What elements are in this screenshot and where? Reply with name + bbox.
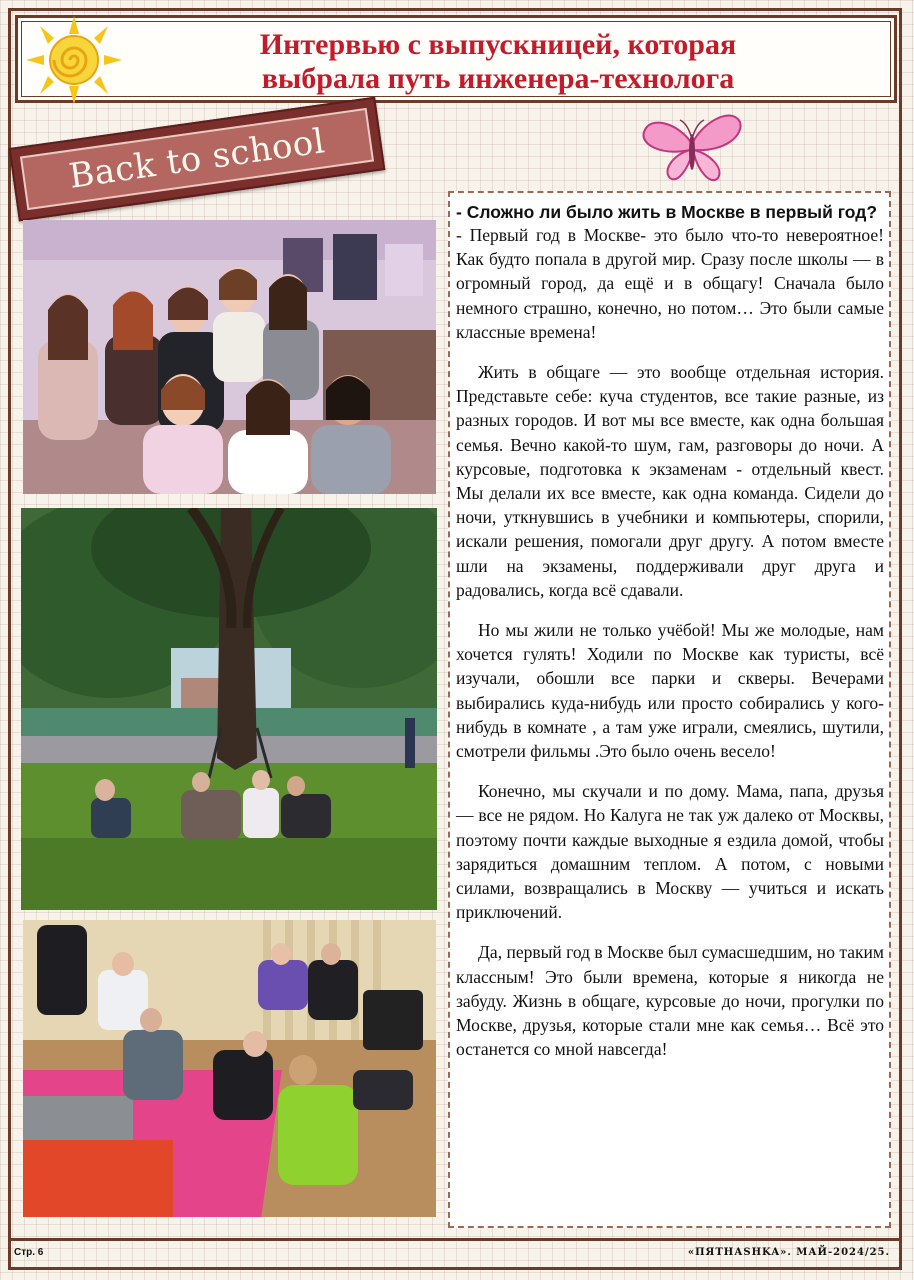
butterfly-icon [640,104,744,190]
answer-paragraph-1: - Первый год в Москве- это было что-то невероятное! Как будто попала в другой мир. Сразу после школы — в огромный город, да ещё и в общагу! Сначала было немного страшно, конечно, но потом… Это были самые классные времена! [456,225,884,342]
title-line-2: выбрала путь инженера-технолога [261,62,735,95]
page-number: Стр. 6 [14,1247,44,1258]
issue-label: «ПЯТНАSHKA». МАЙ-2024/25. [687,1247,890,1258]
title-line-1: Интервью с выпускницей, которая [259,28,737,61]
answer-paragraph-3: Но мы жили не только учёбой! Мы же молодые, нам хочется гулять! Ходили по Москве как туристы, всё изучали, обошли все парки и скверы. Вечерами выбирались куда-нибудь или просто собирались у кого-нибудь в комнате , а там уже играли, смеялись, шутили, смотрели фильмы .Это было очень весело! [456,620,884,762]
interview-question: - Сложно ли было жить в Москве в первый год? [456,202,878,222]
title-box [15,15,897,103]
sun-icon [24,14,124,106]
photo-indoor-games [23,920,436,1217]
photo-park [21,508,437,910]
interview-text-column [448,191,891,1228]
photo-dorm-group [23,220,436,494]
answer-paragraph-4: Конечно, мы скучали и по дому. Мама, папа, друзья — все не рядом. Но Калуга не так уж далеко от Москвы, поэтому почти каждые выходные я ездила домой, чтобы зарядиться домашним теплом. А потом, с новыми силами, возвращались в Москву — учиться и искать приключений. [456,781,884,923]
answer-paragraph-5: Да, первый год в Москве был сумасшедшим, но таким классным! Это были времена, которые я никогда не забуду. Жизнь в общаге, курсовые до ночи, прогулки по Москве, друзья, которые стали мне как семья… Всё это останется со мной навсегда! [456,942,884,1060]
answer-paragraph-2: Жить в общаге — это вообще отдельная история. Представьте себе: куча студентов, все такие разные, из разных городов. И вот мы все вместе, как одна большая семья. Вечно какой-то шум, гам, разговоры до ночи. А курсовые, подготовка к экзаменам - отдельный квест. Мы делали их все вместе, как одна команда. Сидели до ночи, уткнувшись в учебники и компьютеры, спорили, искали решения, помогали друг другу. А потом вместе шли на экзамены, поддерживали друг друга и радовались, когда всё сдавали. [456,362,884,600]
banner-text: Back to school [66,121,328,197]
page-title [118,28,878,96]
